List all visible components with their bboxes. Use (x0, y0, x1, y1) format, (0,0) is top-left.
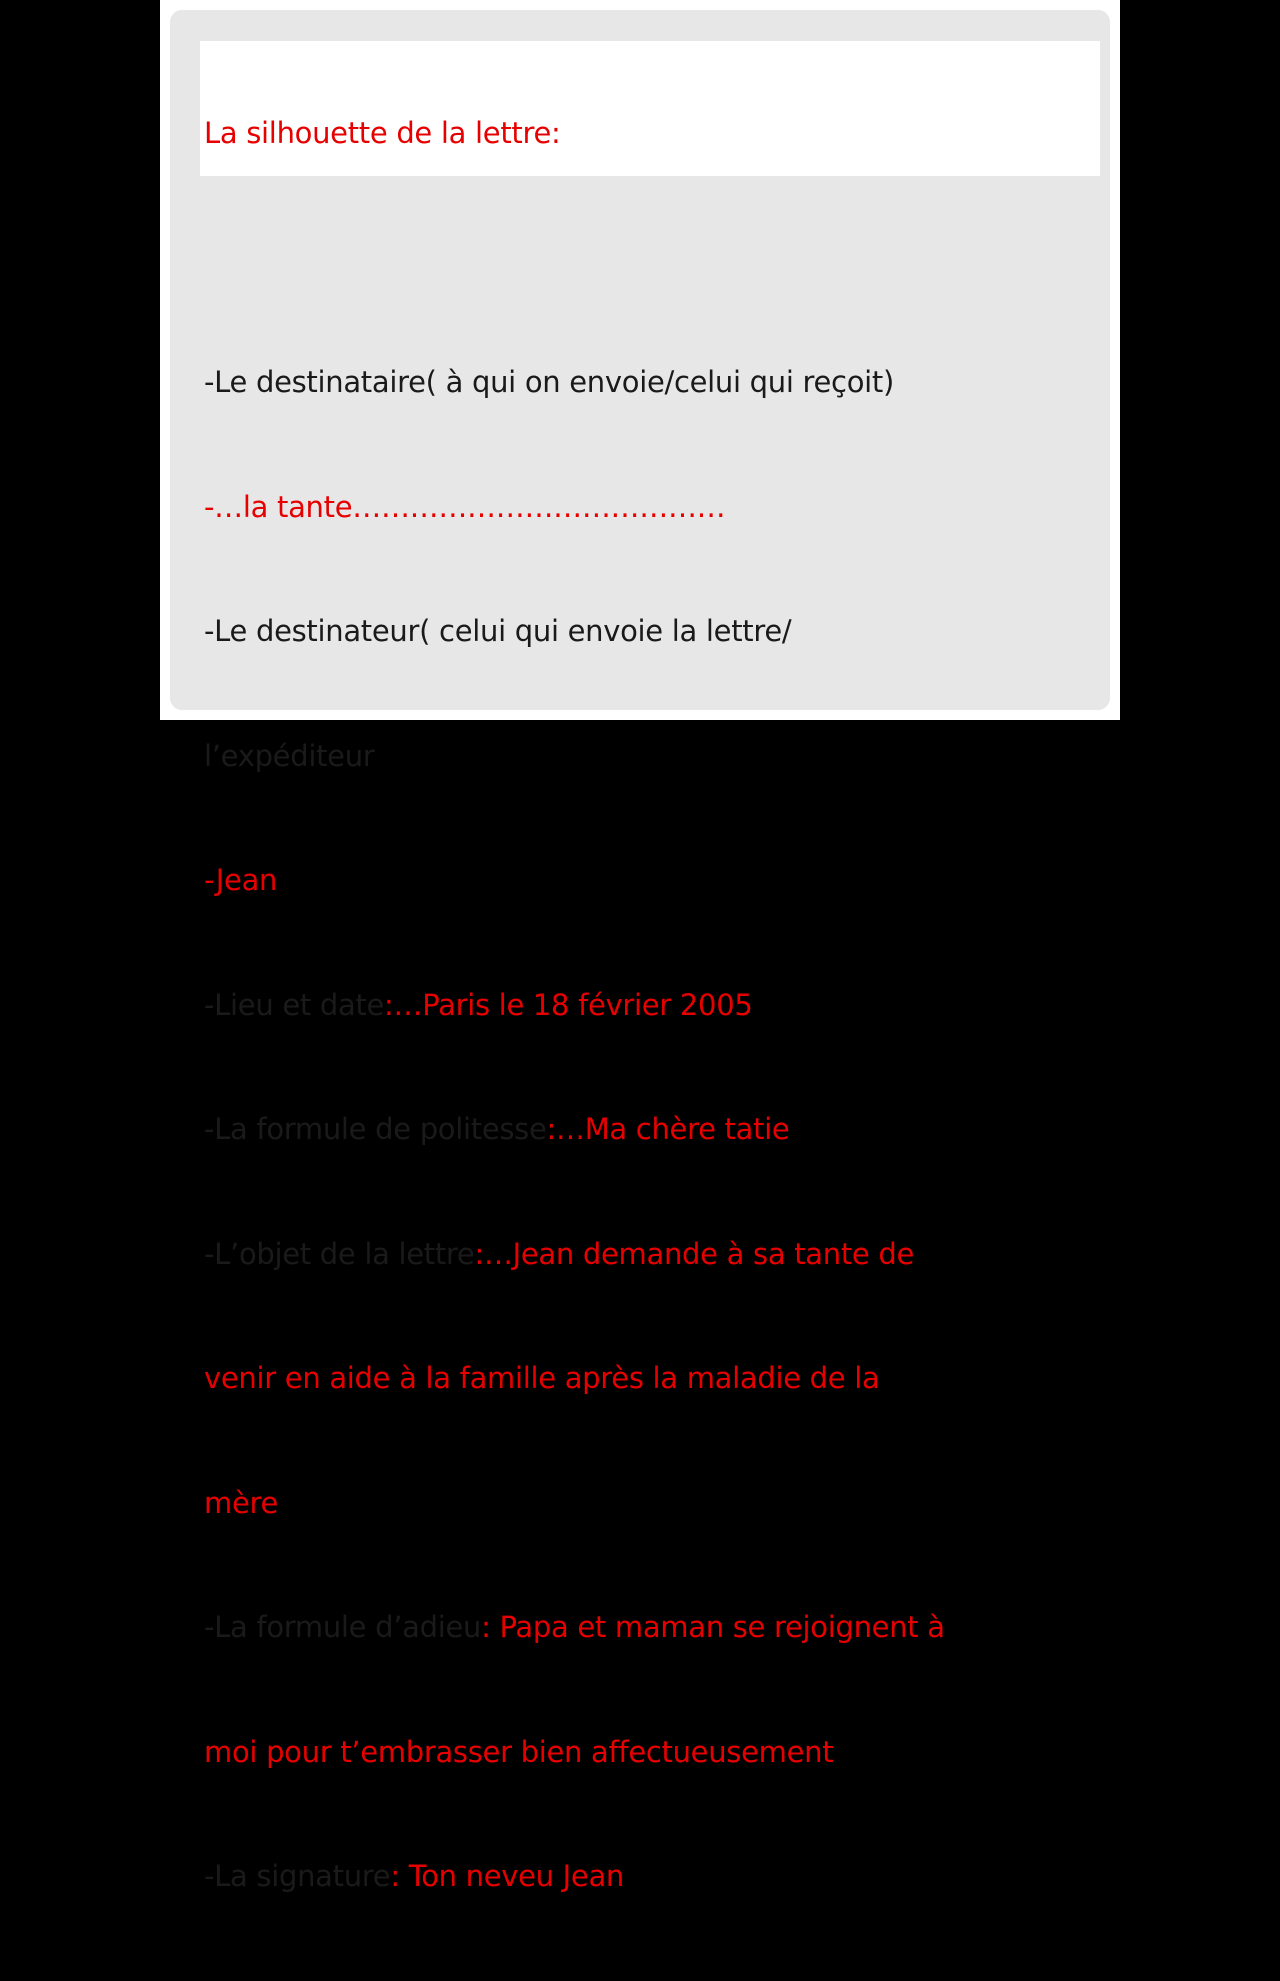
item-place-date (204, 985, 1114, 1027)
item-subject-cont (204, 1358, 1114, 1400)
item-subject (204, 1234, 1114, 1276)
item-politeness (204, 1109, 1114, 1151)
item-answer: :…Paris le 18 février 2005 (384, 987, 753, 1022)
item-answer: -…la tante………………………………… (204, 489, 726, 524)
item-label: -La formule d’adieu (204, 1610, 482, 1644)
item-recipient (204, 362, 1114, 404)
item-sender-cont (204, 736, 1114, 778)
item-answer: : Papa et maman se rejoignent à (481, 1610, 945, 1644)
blank-line (204, 238, 1114, 280)
item-label: l’expéditeur (204, 738, 375, 773)
slide-content (204, 30, 1114, 1981)
item-answer: :…Ma chère tatie (546, 1112, 790, 1146)
content-panel (170, 10, 1110, 1893)
item-label: -L’objet de la lettre (204, 1236, 475, 1271)
item-answer: venir en aide à la famille après la maladie de la (204, 1361, 880, 1395)
item-farewell (204, 1607, 1114, 1649)
item-answer: moi pour t’embrasser bien affectueusement (204, 1734, 834, 1769)
item-answer: :…Jean demande à sa tante de (474, 1236, 915, 1271)
item-answer: mère (204, 1485, 279, 1520)
item-signature (204, 1856, 1114, 1898)
item-label: -La signature (204, 1859, 391, 1893)
item-label: -Le destinateur( celui qui envoie la lettre/ (204, 614, 792, 648)
item-sender-answer (204, 860, 1114, 902)
item-answer: -Jean (204, 863, 278, 897)
item-label: -Le destinataire( à qui on envoie/celui qui reçoit) (204, 365, 894, 399)
item-sender (204, 611, 1114, 653)
slide-title: La silhouette de la lettre: (204, 116, 561, 150)
item-subject-cont (204, 1483, 1114, 1525)
item-farewell-cont (204, 1732, 1114, 1774)
item-answer: : Ton neveu Jean (390, 1859, 625, 1893)
item-label: -La formule de politesse (204, 1112, 547, 1146)
slide (160, 0, 1120, 1893)
item-label: -Lieu et date (204, 987, 385, 1022)
item-recipient-answer (204, 487, 1114, 529)
